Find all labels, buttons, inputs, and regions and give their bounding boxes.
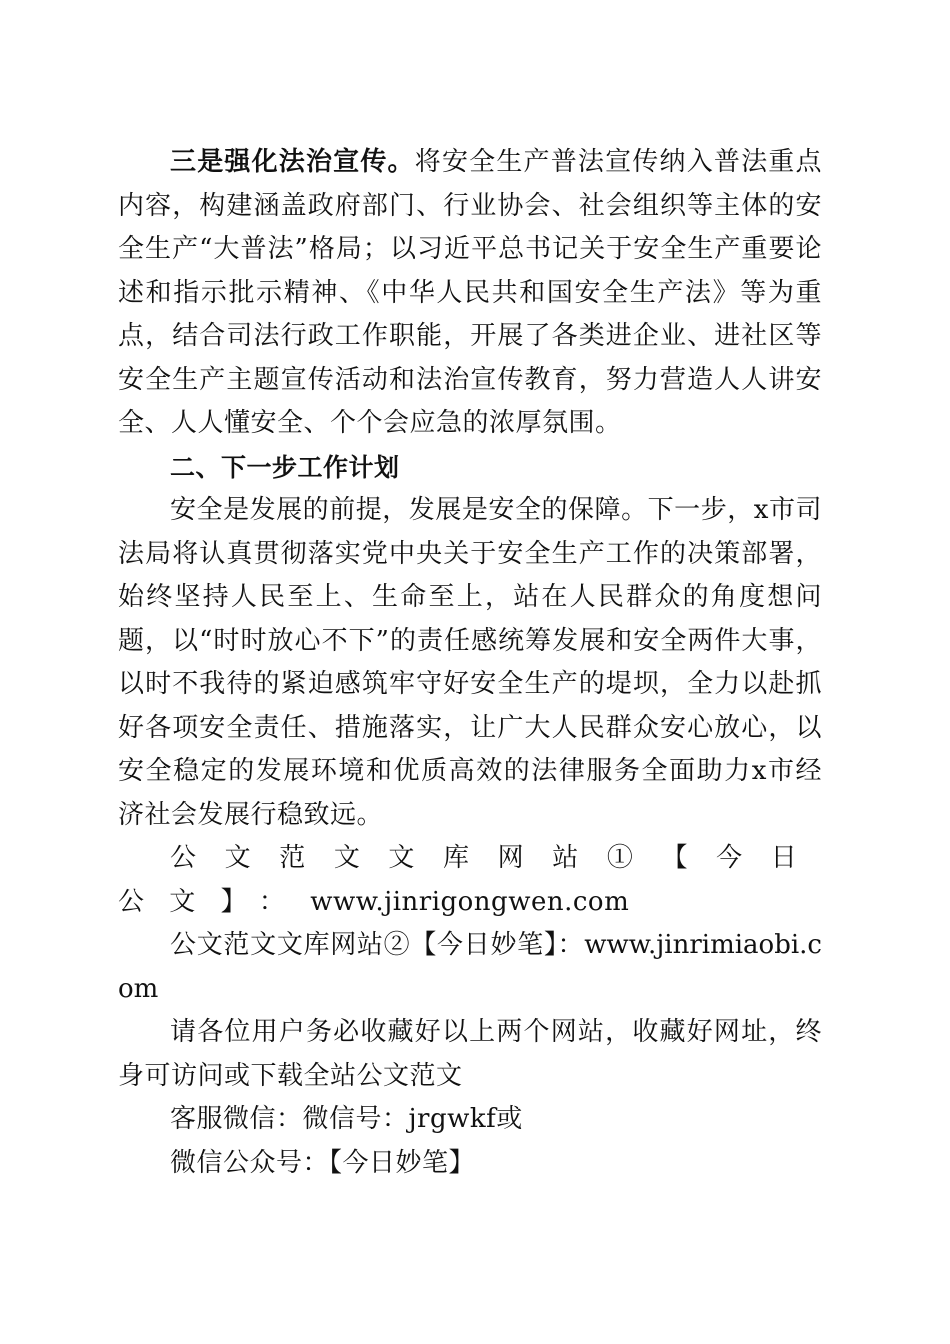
customer-service-wechat: 客服微信：微信号：jrgwkf或 bbox=[170, 1104, 523, 1134]
section-heading: 二、下一步工作计划 bbox=[170, 452, 400, 482]
site-1-line bbox=[118, 837, 822, 924]
paragraph-lead: 三是强化法治宣传。 bbox=[170, 147, 415, 177]
site-2-line bbox=[118, 924, 822, 1011]
document-page bbox=[118, 141, 822, 1185]
bookmark-notice: 请各位用户务必收藏好以上两个网站，收藏好网址，终身可访问或下载全站公文范文 bbox=[118, 1017, 822, 1091]
official-account: 微信公众号：【今日妙笔】 bbox=[170, 1147, 476, 1178]
site-2-label: 公文范文文库网站②【今日妙笔】： bbox=[170, 930, 585, 960]
paragraph-legal-publicity bbox=[118, 141, 822, 446]
site-1-label: 公文范文文库网站①【今日公文】： bbox=[118, 843, 822, 917]
site-1-url[interactable]: www.jinrigongwen.com bbox=[310, 886, 630, 917]
paragraph-body: 将安全生产普法宣传纳入普法重点内容，构建涵盖政府部门、行业协会、社会组织等主体的安全生产“大普法”格局；以习近平总书记关于安全生产重要论述和指示批示精神、《中华人民共和国安全生产法》等为重点，结合司法行政工作职能，开展了各类进企业、进社区等安全生产主题宣传活动和法治宣传教育，努力营造人人讲安全、人人懂安全、个个会应急的浓厚氛围。 bbox=[118, 147, 822, 438]
paragraph-next-steps: 安全是发展的前提，发展是安全的保障。下一步，x市司法局将认真贯彻落实党中央关于安全生产工作的决策部署，始终坚持人民至上、生命至上，站在人民群众的角度想问题，以“时时放心不下”的责任感统筹发展和安全两件大事，以时不我待的紧迫感筑牢守好安全生产的堤坝，全力以赴抓好各项安全责任、措施落实，让广大人民群众安心放心，以安全稳定的发展环境和优质高效的法律服务全面助力x市经济社会发展行稳致远。 bbox=[118, 495, 822, 830]
site-2-url[interactable]: www.jinrimiaobi.com bbox=[118, 930, 822, 1004]
